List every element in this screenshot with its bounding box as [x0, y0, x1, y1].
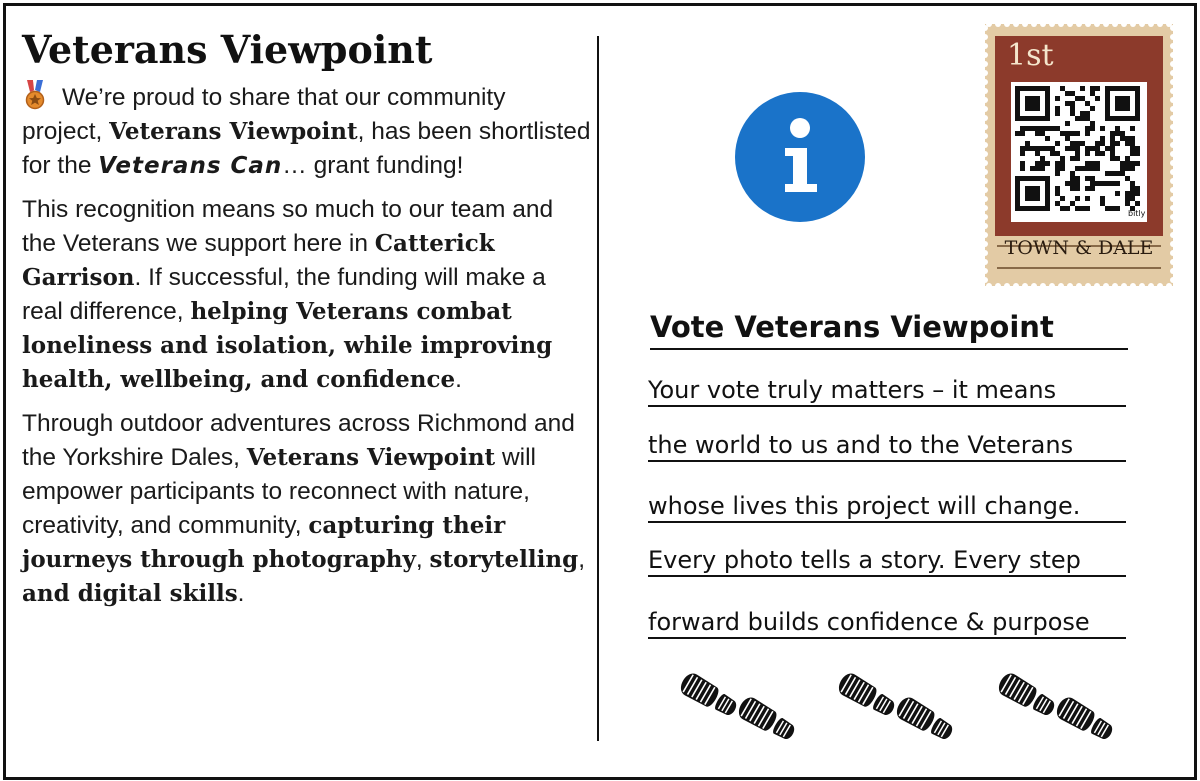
postage-stamp: [985, 24, 1173, 286]
footprints-icon: [672, 662, 812, 752]
stamp-brand: TOWN & DALE: [1004, 237, 1154, 259]
vote-line: forward builds confidence & purpose: [648, 607, 1126, 639]
footprints-icon: [990, 662, 1130, 752]
vote-line: Your vote truly matters – it means: [648, 375, 1126, 407]
recognition-paragraph: This recognition means so much to our team and the Veterans we support here in Catterick Garrison. If successful, the funding will make a real difference, helping Veterans combat loneliness and isolation, while improving health, wellbeing, and confidence.: [22, 196, 554, 393]
medal-icon: [22, 80, 48, 110]
grant-name: Veterans Can: [98, 153, 283, 179]
vote-line: the world to us and to the Veterans: [648, 430, 1126, 462]
adventures-paragraph: Through outdoor adventures across Richmond and the Yorkshire Dales, Veterans Viewpoint will empower participants to reconnect with nature, creativity, and community, capturing their journeys through photography, storytelling, and digital skills.: [22, 410, 586, 607]
stamp-qr-caption: bitly: [1128, 209, 1146, 218]
intro-paragraph: We’re proud to share that our community project, Veterans Viewpoint, has been shortlisted for the Veterans Can… grant funding!: [22, 80, 592, 183]
stamp-class-label: 1st: [1007, 38, 1054, 73]
page-title: Veterans Viewpoint: [22, 27, 433, 72]
vote-line: whose lives this project will change.: [648, 491, 1126, 523]
vote-title: Vote Veterans Viewpoint: [650, 306, 1128, 350]
center-divider: [597, 36, 599, 741]
vote-line: Every photo tells a story. Every step: [648, 545, 1126, 577]
left-column: [22, 28, 592, 621]
location-name: Catterick Garrison: [22, 230, 495, 291]
qr-code[interactable]: [1011, 82, 1147, 222]
footprints-icon: [830, 662, 970, 752]
info-icon: [735, 92, 865, 222]
project-name: Veterans Viewpoint: [109, 118, 358, 145]
